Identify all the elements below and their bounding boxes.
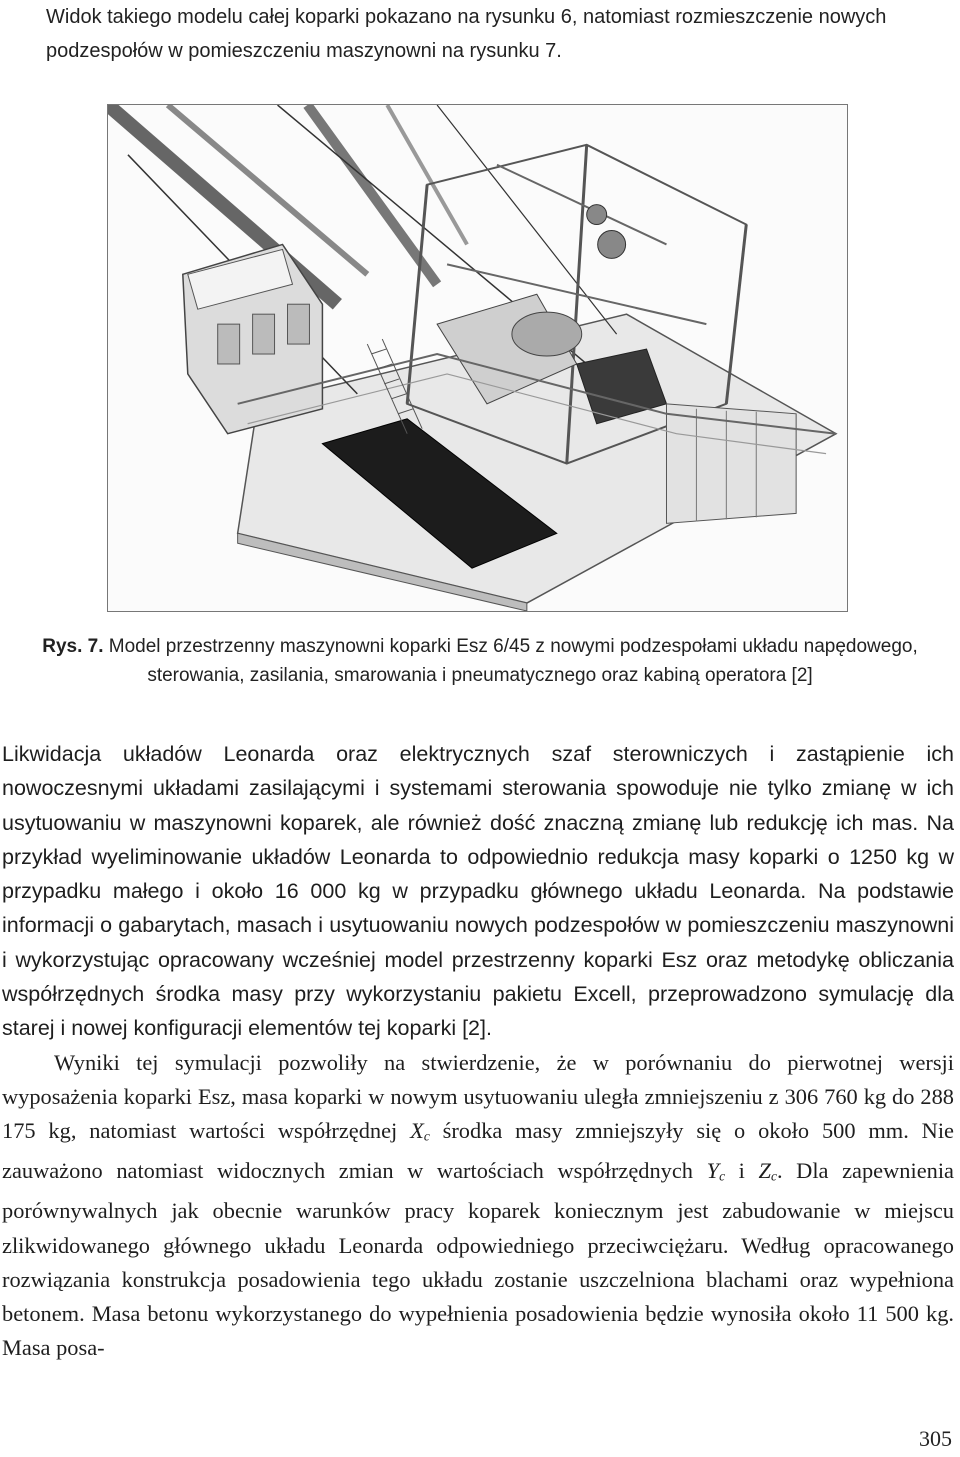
- figure-caption-text: Model przestrzenny maszynowni koparki Esz 6/45 z nowymi podzespołami układu napędowego, sterowania, zasilania, smarowania i pneumatycznego oraz kabiną operatora [2]: [108, 636, 918, 686]
- variable-x: X: [410, 1118, 424, 1144]
- excavator-3d-model-drawing: [108, 105, 847, 611]
- paragraph-2-part-b: środka masy zmniejszyły się o około 500 mm. Nie zauważono natomiast widocznych zmian w wartościach współrzędnych: [2, 1118, 954, 1184]
- subscript-x: c: [423, 1128, 430, 1144]
- body-paragraph-1: Likwidacja układów Leonarda oraz elektrycznych szaf sterowniczych i zastąpienie ich nowoczesnymi układami zasilającymi i systemami sterowania spowoduje nie tylko zmianę w ich usytuowaniu w maszynowni koparek, ale również dość znaczną zmianę lub redukcję ich mas. Na przykład wyeliminowanie układów Leonarda to odpowiednio redukcja masy koparki o 1250 kg w przypadku małego i około 16 000 kg w przypadku głównego układu Leonarda. Na podstawie informacji o gabarytach, masach i usytuowaniu nowych podzespołów w pomieszczeniu maszynowni i wykorzystując opracowany wcześniej model przestrzenny koparki Esz oraz metodykę obliczania współrzędnych środka masy przy wykorzystaniu pakietu Excell, przeprowadzono symulację dla starej i nowej konfiguracji elementów tej koparki [2].: [2, 742, 954, 1041]
- variable-z: Z: [758, 1158, 771, 1184]
- paragraph-2-part-c: . Dla zapewnienia porównywalnych jak obecnie warunków pracy koparek koniecznym jest zabudowanie w miejscu zlikwidowanego głównego układu Leonarda odpowiedniego przeciwciężaru. Według opracowanego rozwiązania konstrukcja posadowienia tego układu zostanie uszczelniona blachami oraz wypełniona betonem. Masa betonu wykorzystanego do wypełnienia posadowienia będzie wynosiła około 11 500 kg. Masa posa-: [2, 1158, 954, 1361]
- page-number: 305: [919, 1426, 952, 1451]
- conjunction: i: [725, 1158, 759, 1184]
- subscript-z: c: [770, 1168, 777, 1184]
- variable-y: Y: [706, 1158, 720, 1184]
- figure-caption: [40, 632, 920, 690]
- excavator-machinery-figure: [107, 104, 848, 612]
- paragraph-2-part-a: Wyniki tej symulacji pozwoliły na stwierdzenie, że w porównaniu do pierwotnej wersji wyposażenia koparki Esz, masa koparki w nowym usytuowaniu uległa zmniejszeniu z 306 760 kg do 288 175 kg, natomiast wartości współrzędnej: [2, 1049, 954, 1144]
- figure-caption-label: Rys. 7.: [42, 636, 104, 657]
- body-paragraph-2: [2, 1046, 954, 1366]
- subscript-y: c: [719, 1168, 726, 1184]
- intro-paragraph: Widok takiego modelu całej koparki pokazano na rysunku 6, natomiast rozmieszczenie nowych podzespołów w pomieszczeniu maszynowni na rysunku 7.: [46, 6, 887, 62]
- body-text: [2, 737, 954, 1366]
